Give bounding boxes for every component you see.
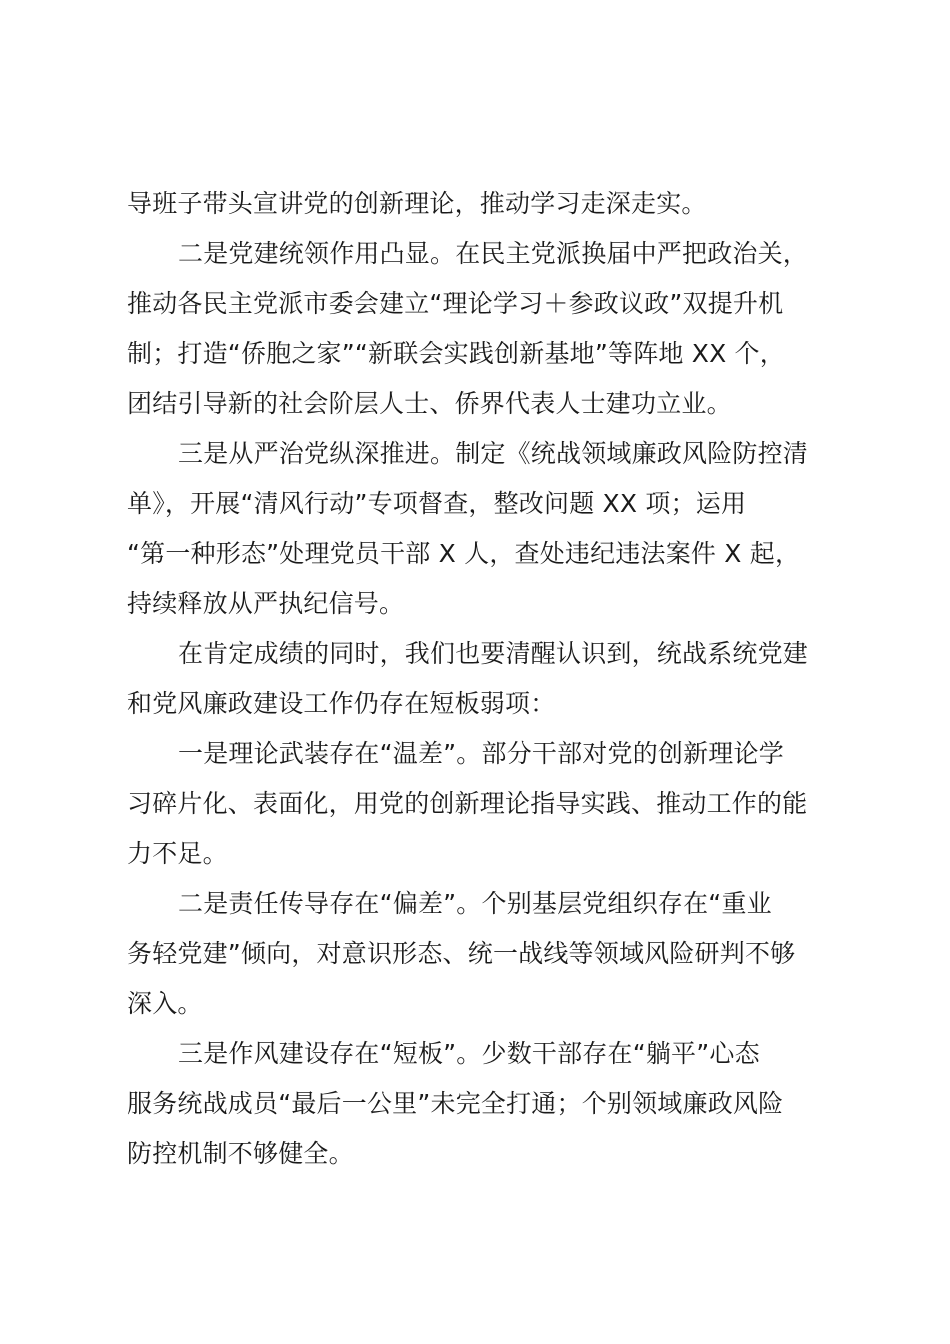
- text-line: 持续释放从严执纪信号。: [127, 589, 405, 618]
- text-line: “第一种形态”处理党员干部 X 人，查处违纪违法案件 X 起，: [127, 539, 801, 568]
- text-line: 导班子带头宣讲党的创新理论，推动学习走深走实。: [127, 189, 707, 218]
- text-line: 在肯定成绩的同时，我们也要清醒认识到，统战系统党建: [178, 639, 809, 668]
- text-line: 三是作风建设存在“短板”。少数干部存在“躺平”心态: [178, 1039, 760, 1068]
- text-line: 二是责任传导存在“偏差”。个别基层党组织存在“重业: [178, 889, 772, 918]
- body-text: [127, 179, 833, 1179]
- text-line: 团结引导新的社会阶层人士、侨界代表人士建功立业。: [127, 389, 732, 418]
- text-line: 务轻党建”倾向，对意识形态、统一战线等领域风险研判不够: [127, 939, 796, 968]
- text-line: 力不足。: [127, 839, 228, 868]
- text-line: 一是理论武装存在“温差”。部分干部对党的创新理论学: [178, 739, 784, 768]
- text-line: 三是从严治党纵深推进。制定《统战领域廉政风险防控清: [178, 439, 809, 468]
- text-line: 推动各民主党派市委会建立“理论学习＋参政议政”双提升机: [127, 289, 784, 318]
- text-line: 深入。: [127, 989, 203, 1018]
- text-line: 服务统战成员“最后一公里”未完全打通；个别领域廉政风险: [127, 1089, 784, 1118]
- text-line: 二是党建统领作用凸显。在民主党派换届中严把政治关，: [178, 239, 809, 268]
- text-line: 和党风廉政建设工作仍存在短板弱项：: [127, 689, 556, 718]
- text-line: 防控机制不够健全。: [127, 1139, 354, 1168]
- text-line: 习碎片化、表面化，用党的创新理论指导实践、推动工作的能: [127, 789, 808, 818]
- text-line: 单》，开展“清风行动”专项督查，整改问题 XX 项；运用: [127, 489, 747, 518]
- text-line: 制；打造“侨胞之家”“新联会实践创新基地”等阵地 XX 个，: [127, 339, 785, 368]
